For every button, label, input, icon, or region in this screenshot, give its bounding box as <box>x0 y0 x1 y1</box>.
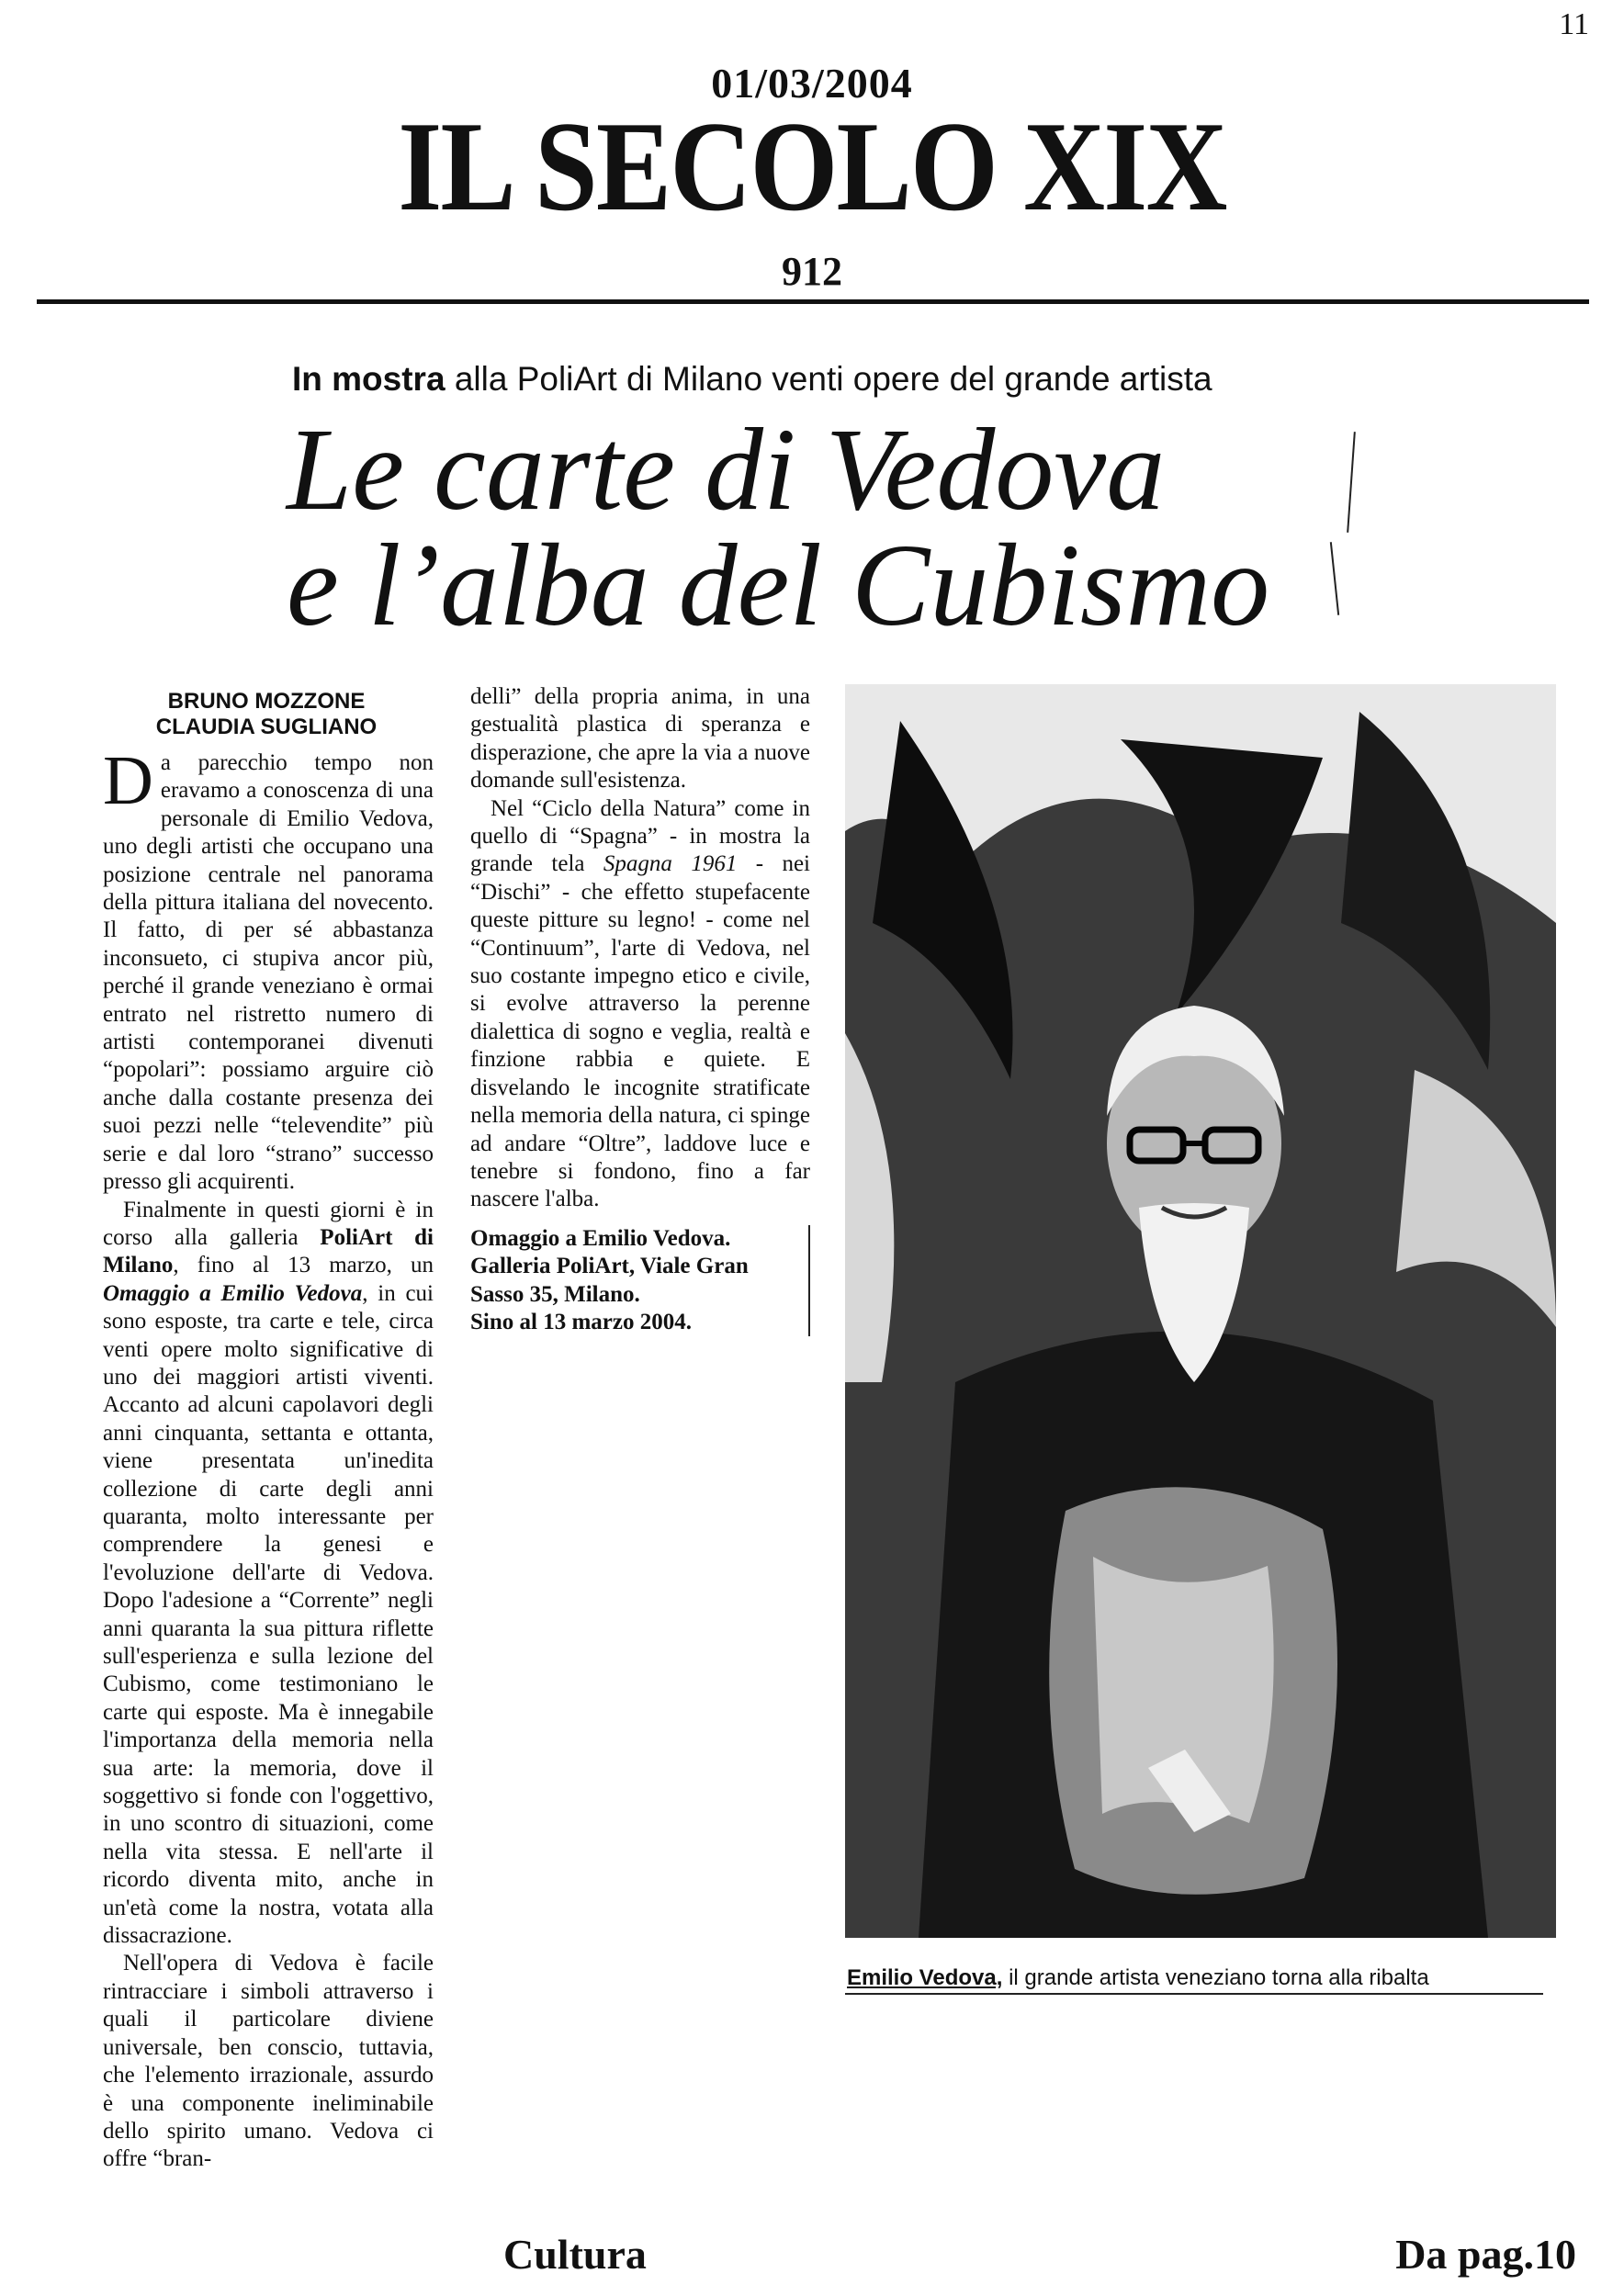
paragraph-text: Nel “Ciclo della Natura” come in quello di “Spagna” - in mostra la grande tela <box>470 795 810 877</box>
artist-photo <box>845 684 1556 1938</box>
info-line: Omaggio a Emilio Vedova. <box>470 1225 731 1251</box>
info-line: Sino al 13 marzo 2004. <box>470 1309 692 1334</box>
paragraph <box>470 683 810 795</box>
caption-name: Emilio Vedova, <box>847 1965 1003 1990</box>
author-2: CLAUDIA SUGLIANO <box>155 715 378 739</box>
paragraph-text: , fino al 13 marzo, un <box>173 1253 434 1278</box>
caption-rule <box>845 1993 1543 1995</box>
paragraph-text: - nei “Dischi” - che effetto stupefacente queste pitture su legno! - come nel “Continuum”, l'arte di Vedova, nel suo costante impegno etico e civile, si evolve attraverso la perenne dialettica di sogno e veglia, realtà e finzione rabbia e quiete. E disvelando le incognite stratificate nella memoria della natura, ci spinge ad andare “Oltre”, laddove luce e tenebre si fondono, fino a far nascere l'alba. <box>470 851 811 1212</box>
paragraph-text: Nell'opera di Vedova è facile rintracciare i simboli attraverso i quali il particolare diviene universale, ben conscio, tuttavia, che l'elemento irrazionale, assurdo è una componente ineliminabile dello spirito umano. Vedova ci offre “bran- <box>103 1951 434 2172</box>
paragraph-text: Finalmente in questi giorni è in corso alla galleria <box>103 1197 434 1250</box>
kicker-bold: In mostra <box>292 360 445 398</box>
artwork-title: Spagna 1961 <box>603 851 738 877</box>
caption-text: il grande artista veneziano torna alla ribalta <box>1002 1965 1429 1990</box>
section-label: Cultura <box>503 2231 647 2278</box>
paragraph <box>103 1197 434 1951</box>
exhibition-title: Omaggio a Emilio Vedova <box>103 1280 363 1306</box>
article-column-2 <box>470 683 810 1336</box>
issue-number: 912 <box>782 249 842 294</box>
article-headline <box>287 404 1270 650</box>
drop-cap: D <box>103 742 153 819</box>
paragraph-text: , in cui sono esposte, tra carte e tele, circa venti opere molto significative di uno dei maggiori artisti viventi. Accanto ad alcuni capolavori degli anni cinquanta, settanta e ottanta, viene presentata un'inedita collezione di carte degli anni quaranta, molto interessante per comprendere la genesi e l'evoluzione dell'arte di Vedova. Dopo l'adesione a “Corrente” negli anni quaranta la sua pittura riflette sull'esperienza e sulla lezione del Cubismo, come testimoniano le carte qui esposte. Ma è innegabile l'importanza della memoria nella sua arte: la memoria, dove il soggettivo si fonde con l'oggettivo, in uno scontro di situazioni, come nella vita stessa. E nell'arte il ricordo diventa mito, anche in un'età come la nostra, votata alla dissacrazione. <box>103 1280 434 1949</box>
article-kicker <box>292 360 1212 399</box>
decorative-mark <box>1347 432 1356 533</box>
header-rule <box>37 299 1589 304</box>
article-column-1 <box>103 742 434 2174</box>
info-line: Galleria PoliArt, Viale Gran <box>470 1254 749 1279</box>
photo-illustration <box>845 684 1556 1938</box>
exhibition-info <box>470 1225 810 1337</box>
paragraph <box>103 1950 434 2173</box>
photo-caption <box>847 1965 1429 1991</box>
publication-date: 01/03/2004 <box>711 60 913 107</box>
info-line: Sasso 35, Milano. <box>470 1281 640 1307</box>
byline <box>101 689 432 740</box>
paragraph-text: a parecchio tempo non eravamo a conoscenza di una personale di Emilio Vedova, uno degli artisti che occupano una posizione centrale nel panorama della pittura italiana del novecento. Il fatto, di per sé abbastanza inconsueto, ci stupiva ancor più, perché il grande veneziano è ormai entrato nel ristretto numero di artisti contemporanei divenuti “popolari”: possiamo arguire ciò anche dalla costante presenza dei suoi pezzi nelle “televendite” più serie e dal loro “strano” successo presso gli acquirenti. <box>103 750 434 1195</box>
paragraph <box>470 795 810 1214</box>
newspaper-masthead: IL SECOLO XIX <box>398 96 1226 238</box>
gallery-name: PoliArt di Milano <box>103 1224 434 1278</box>
author-1: BRUNO MOZZONE <box>167 689 366 714</box>
page-number: 11 <box>1559 7 1589 41</box>
page-reference: Da pag.10 <box>1395 2231 1576 2278</box>
headline-line-2: e l’alba del Cubismo <box>287 520 1270 650</box>
decorative-mark <box>1330 542 1339 615</box>
kicker-text: alla PoliArt di Milano venti opere del grande artista <box>445 360 1212 398</box>
headline-line-1: Le carte di Vedova <box>287 404 1166 535</box>
paragraph-text: delli” della propria anima, in una gestualità plastica di speranza e disperazione, che apre la via a nuove domande sull'esistenza. <box>470 684 810 793</box>
paragraph <box>103 742 434 1197</box>
